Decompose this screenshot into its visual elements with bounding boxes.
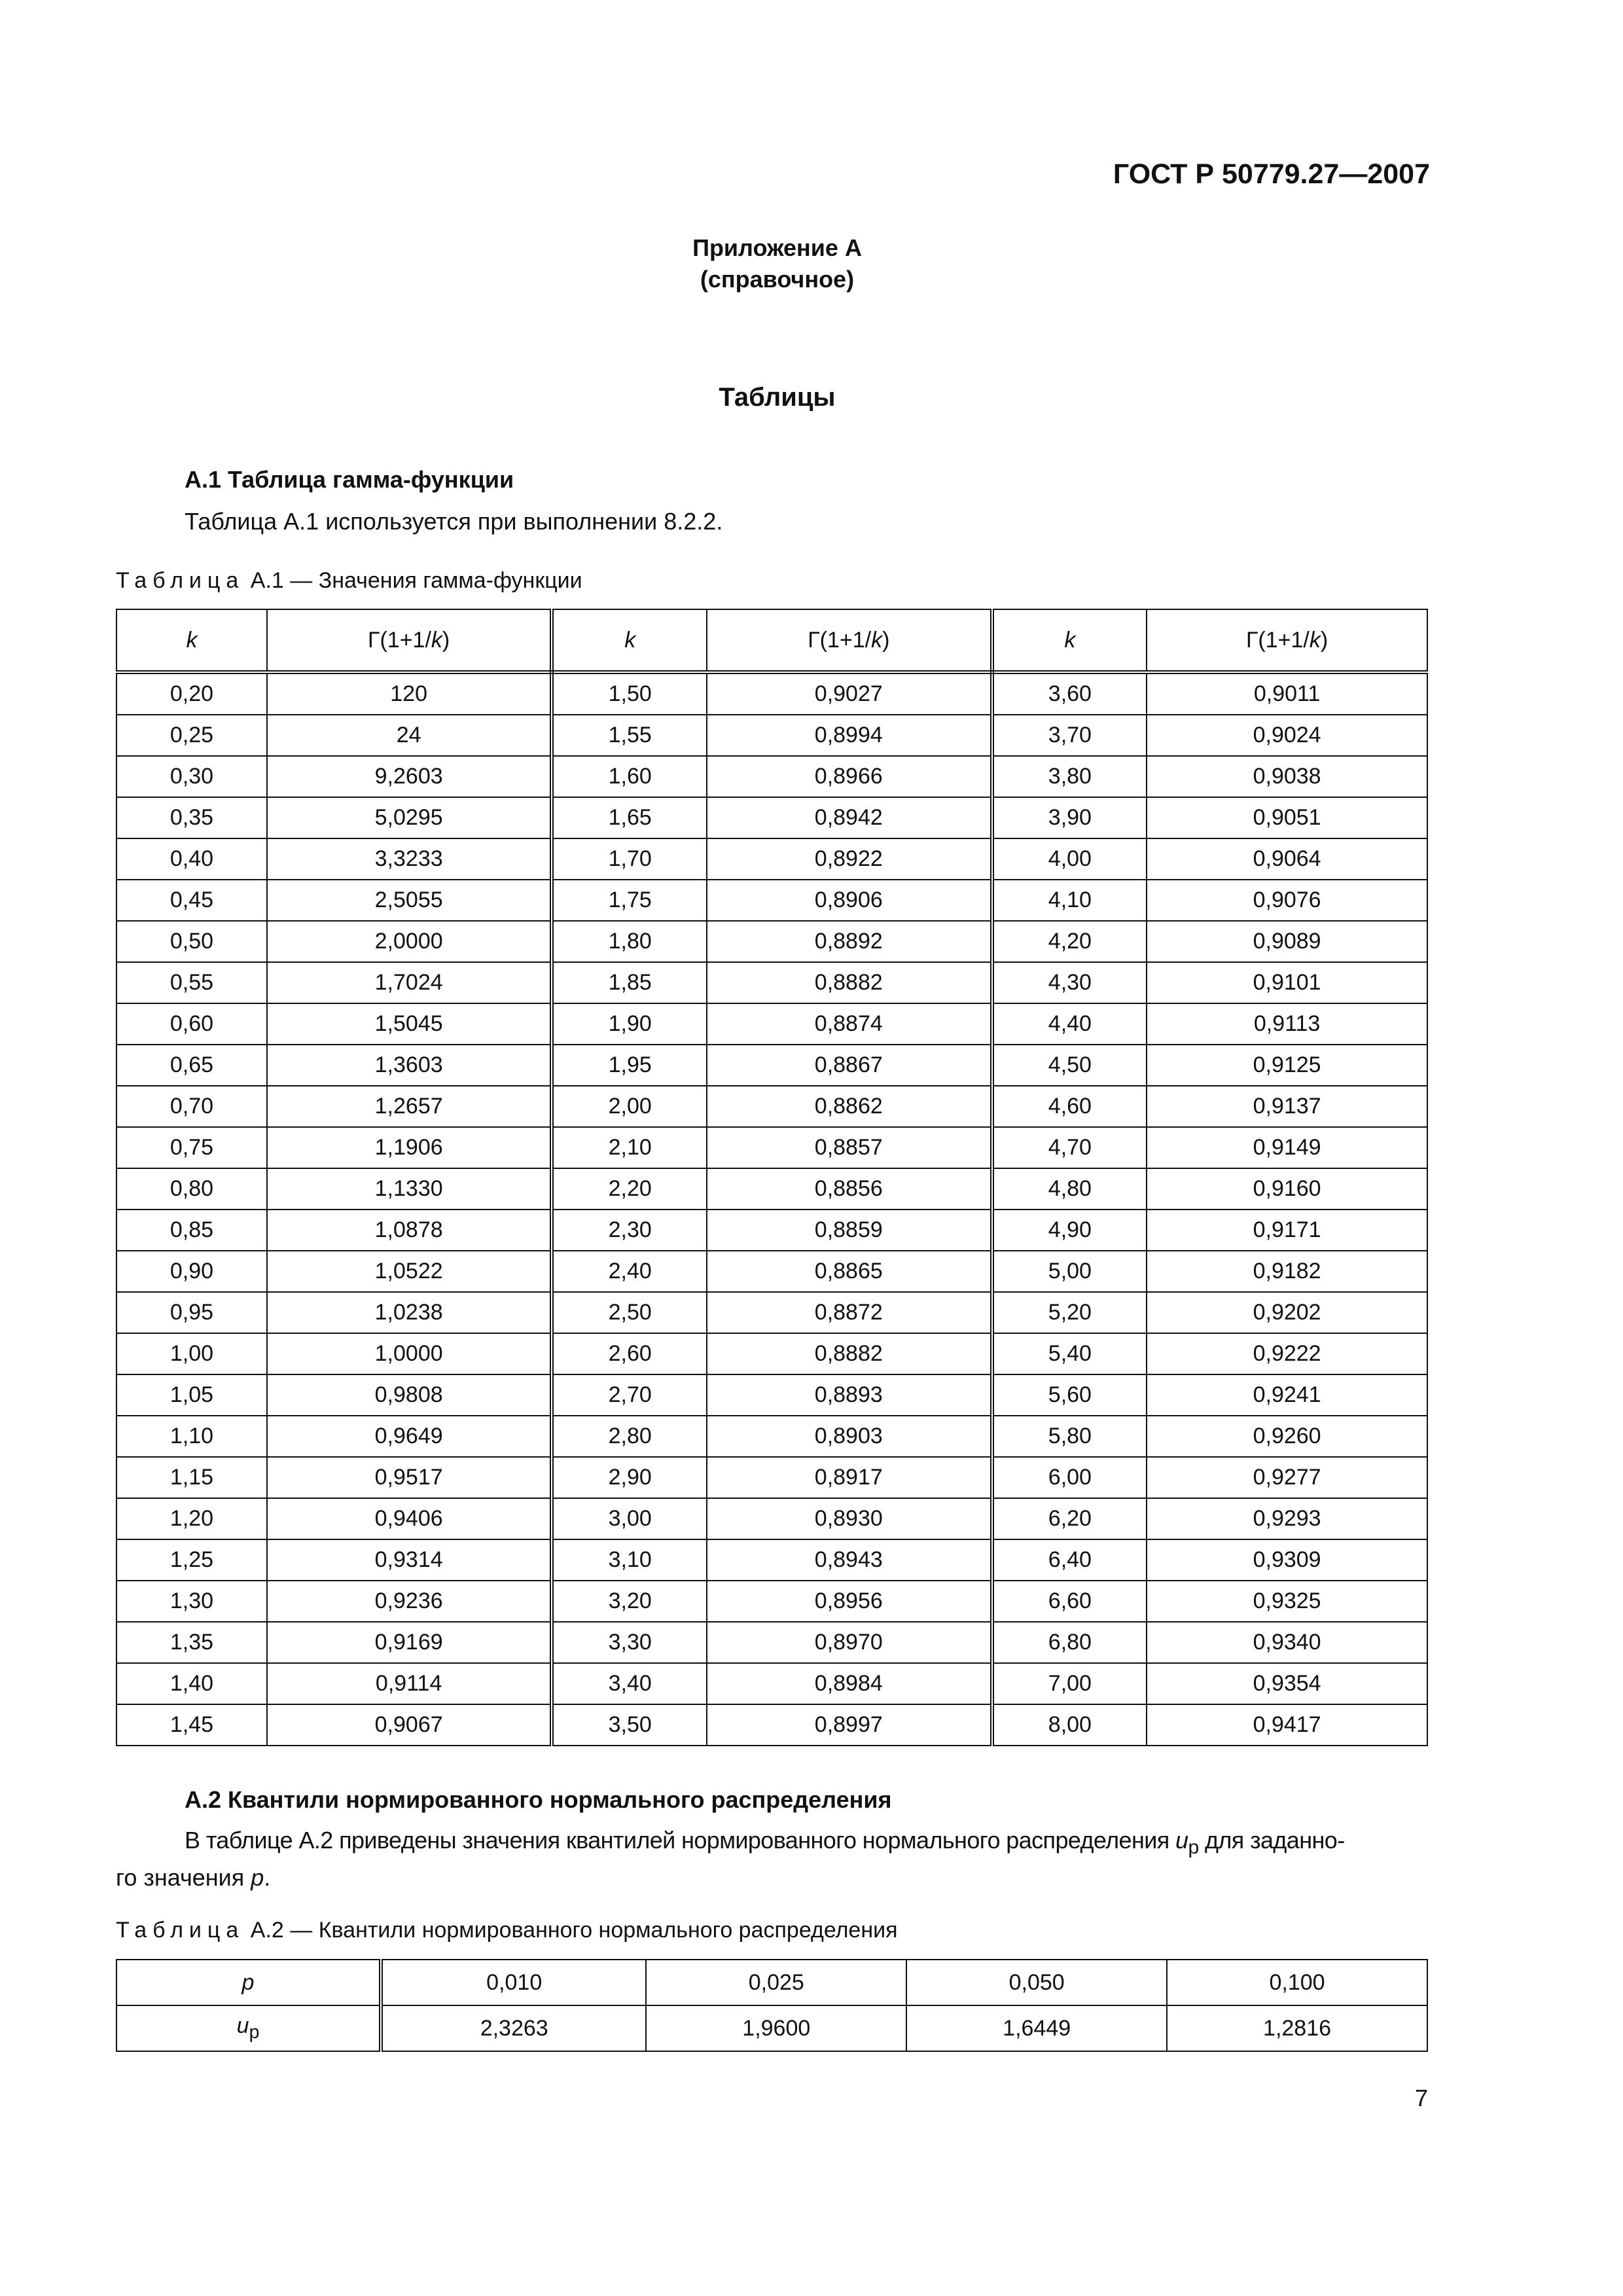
table-row — [116, 838, 1427, 880]
table-cell: 0,9222 — [1147, 1333, 1427, 1374]
gamma-suffix: ) — [1320, 627, 1329, 653]
table-cell: 1,0238 — [267, 1292, 552, 1333]
a2-intro — [116, 1825, 1428, 1893]
var-u: u — [236, 2013, 249, 2039]
table-row — [116, 672, 1427, 715]
table-cell: 0,9236 — [267, 1581, 552, 1622]
table-cell: 3,00 — [552, 1498, 707, 1539]
p-value: 0,010 — [381, 1960, 646, 2005]
table-cell: 0,9125 — [1147, 1045, 1427, 1086]
table-cell: 0,8906 — [707, 880, 992, 921]
gamma-var: k — [871, 627, 883, 653]
table-cell: 3,30 — [552, 1622, 707, 1663]
table-cell: 1,1906 — [267, 1127, 552, 1168]
u-value: 1,9600 — [646, 2005, 906, 2051]
p-value: 0,025 — [646, 1960, 906, 2005]
table-row-p — [116, 1960, 1427, 2005]
table-cell: 0,8994 — [707, 715, 992, 756]
table-row — [116, 797, 1427, 838]
table-cell: 0,8903 — [707, 1416, 992, 1457]
table-cell: 5,60 — [992, 1374, 1147, 1416]
table-cell: 0,9309 — [1147, 1539, 1427, 1581]
page-number: 7 — [1414, 2085, 1428, 2111]
a2-caption — [116, 1918, 898, 1943]
table-cell: 4,50 — [992, 1045, 1147, 1086]
table-cell: 0,9101 — [1147, 962, 1427, 1003]
table-row — [116, 715, 1427, 756]
table-cell: 0,9137 — [1147, 1086, 1427, 1127]
table-cell: 1,35 — [116, 1622, 267, 1663]
table-row — [116, 1581, 1427, 1622]
table-cell: 0,9051 — [1147, 797, 1427, 838]
table-header-row — [116, 609, 1427, 672]
table-cell: 0,8917 — [707, 1457, 992, 1498]
gamma-prefix: Г(1+1/ — [1246, 627, 1310, 653]
table-cell: 0,9169 — [267, 1622, 552, 1663]
gamma-var: k — [431, 627, 442, 653]
table-cell: 0,50 — [116, 921, 267, 962]
p-value: 0,100 — [1167, 1960, 1427, 2005]
table-cell: 0,8956 — [707, 1581, 992, 1622]
table-cell: 0,9241 — [1147, 1374, 1427, 1416]
table-cell: 120 — [267, 672, 552, 715]
table-cell: 2,10 — [552, 1127, 707, 1168]
a2-intro-line1 — [116, 1825, 1428, 1863]
table-cell: 3,60 — [992, 672, 1147, 715]
table-cell: 2,80 — [552, 1416, 707, 1457]
table-cell: 2,60 — [552, 1333, 707, 1374]
table-cell: 6,80 — [992, 1622, 1147, 1663]
col-header-k: k — [552, 609, 707, 672]
table-cell: 1,3603 — [267, 1045, 552, 1086]
table-cell: 0,9149 — [1147, 1127, 1427, 1168]
u-value: 1,2816 — [1167, 2005, 1427, 2051]
table-cell: 0,9340 — [1147, 1622, 1427, 1663]
table-cell: 0,9277 — [1147, 1457, 1427, 1498]
var-u-subscript: p — [1188, 1837, 1199, 1859]
table-cell: 0,9406 — [267, 1498, 552, 1539]
table-cell: 0,9354 — [1147, 1663, 1427, 1704]
table-cell: 0,9027 — [707, 672, 992, 715]
a2-intro-line2 — [116, 1863, 1428, 1893]
table-cell: 0,30 — [116, 756, 267, 797]
table-cell: 0,8984 — [707, 1663, 992, 1704]
table-cell: 0,8862 — [707, 1086, 992, 1127]
table-row — [116, 1663, 1427, 1704]
table-cell: 1,10 — [116, 1416, 267, 1457]
table-cell: 0,9808 — [267, 1374, 552, 1416]
table-cell: 5,40 — [992, 1333, 1147, 1374]
table-cell: 1,60 — [552, 756, 707, 797]
table-cell: 2,00 — [552, 1086, 707, 1127]
gamma-suffix: ) — [882, 627, 890, 653]
table-row — [116, 1292, 1427, 1333]
table-cell: 1,15 — [116, 1457, 267, 1498]
table-cell: 1,5045 — [267, 1003, 552, 1045]
document-id: ГОСТ Р 50779.27—2007 — [1113, 158, 1430, 190]
table-row — [116, 1251, 1427, 1292]
table-cell: 5,0295 — [267, 797, 552, 838]
table-cell: 0,9202 — [1147, 1292, 1427, 1333]
table-row — [116, 1127, 1427, 1168]
table-cell: 1,95 — [552, 1045, 707, 1086]
table-cell: 2,20 — [552, 1168, 707, 1210]
table-cell: 9,2603 — [267, 756, 552, 797]
annex-heading — [0, 232, 1554, 295]
table-cell: 0,8867 — [707, 1045, 992, 1086]
table-cell: 0,9160 — [1147, 1168, 1427, 1210]
table-cell: 0,8942 — [707, 797, 992, 838]
col-header-k: k — [116, 609, 267, 672]
var-u: u — [1175, 1827, 1188, 1854]
table-row — [116, 1457, 1427, 1498]
table-cell: 1,0000 — [267, 1333, 552, 1374]
table-cell: 0,70 — [116, 1086, 267, 1127]
table-cell: 6,60 — [992, 1581, 1147, 1622]
col-header-gamma — [267, 609, 552, 672]
table-row — [116, 1045, 1427, 1086]
table-cell: 3,10 — [552, 1539, 707, 1581]
gamma-table-body — [116, 672, 1427, 1746]
table-cell: 0,35 — [116, 797, 267, 838]
table-cell: 3,70 — [992, 715, 1147, 756]
u-value: 2,3263 — [381, 2005, 646, 2051]
table-cell: 0,9089 — [1147, 921, 1427, 962]
table-cell: 2,90 — [552, 1457, 707, 1498]
table-cell: 0,8882 — [707, 1333, 992, 1374]
table-cell: 4,00 — [992, 838, 1147, 880]
table-cell: 0,9038 — [1147, 756, 1427, 797]
table-row — [116, 1622, 1427, 1663]
table-cell: 3,50 — [552, 1704, 707, 1746]
table-cell: 7,00 — [992, 1663, 1147, 1704]
table-cell: 4,70 — [992, 1127, 1147, 1168]
normal-quantile-table — [116, 1959, 1428, 2052]
gamma-prefix: Г(1+1/ — [368, 627, 431, 653]
table-cell: 0,8874 — [707, 1003, 992, 1045]
gamma-suffix: ) — [442, 627, 450, 653]
table-cell: 1,2657 — [267, 1086, 552, 1127]
table-cell: 1,7024 — [267, 962, 552, 1003]
table-cell: 0,9314 — [267, 1539, 552, 1581]
table-cell: 0,8930 — [707, 1498, 992, 1539]
table-cell: 3,3233 — [267, 838, 552, 880]
a1-caption — [116, 568, 582, 594]
table-row — [116, 880, 1427, 921]
table-cell: 0,8966 — [707, 756, 992, 797]
table-cell: 0,8865 — [707, 1251, 992, 1292]
table-cell: 0,9067 — [267, 1704, 552, 1746]
table-cell: 6,00 — [992, 1457, 1147, 1498]
col-header-gamma — [1147, 609, 1427, 672]
table-cell: 2,5055 — [267, 880, 552, 921]
table-cell: 0,75 — [116, 1127, 267, 1168]
table-cell: 0,9024 — [1147, 715, 1427, 756]
table-cell: 0,25 — [116, 715, 267, 756]
table-cell: 5,00 — [992, 1251, 1147, 1292]
table-cell: 1,70 — [552, 838, 707, 880]
gamma-prefix: Г(1+1/ — [808, 627, 872, 653]
table-cell: 0,8859 — [707, 1210, 992, 1251]
table-cell: 0,8922 — [707, 838, 992, 880]
table-cell: 4,40 — [992, 1003, 1147, 1045]
table-cell: 6,40 — [992, 1539, 1147, 1581]
table-cell: 1,05 — [116, 1374, 267, 1416]
table-cell: 0,9182 — [1147, 1251, 1427, 1292]
section-title: Таблицы — [719, 383, 836, 412]
table-row — [116, 1003, 1427, 1045]
intro-text: . — [264, 1864, 271, 1892]
table-row — [116, 1498, 1427, 1539]
table-cell: 0,9011 — [1147, 672, 1427, 715]
col-header-gamma — [707, 609, 992, 672]
table-cell: 0,40 — [116, 838, 267, 880]
table-cell: 0,8893 — [707, 1374, 992, 1416]
table-cell: 0,8872 — [707, 1292, 992, 1333]
table-row — [116, 1704, 1427, 1746]
table-cell: 0,8882 — [707, 962, 992, 1003]
table-cell: 0,9171 — [1147, 1210, 1427, 1251]
table-cell: 0,8943 — [707, 1539, 992, 1581]
a1-caption-text: А.1 — Значения гамма-функции — [250, 568, 582, 593]
a1-intro: Таблица А.1 используется при выполнении 8.2.2. — [185, 508, 723, 535]
table-cell: 2,70 — [552, 1374, 707, 1416]
u-value: 1,6449 — [906, 2005, 1167, 2051]
table-cell: 1,1330 — [267, 1168, 552, 1210]
table-cell: 0,9114 — [267, 1663, 552, 1704]
intro-text: го значения — [116, 1864, 251, 1892]
table-row — [116, 1333, 1427, 1374]
table-cell: 0,60 — [116, 1003, 267, 1045]
table-cell: 6,20 — [992, 1498, 1147, 1539]
table-cell: 0,9417 — [1147, 1704, 1427, 1746]
table-cell: 0,9260 — [1147, 1416, 1427, 1457]
table-cell: 3,90 — [992, 797, 1147, 838]
table-row — [116, 1168, 1427, 1210]
table-cell: 1,20 — [116, 1498, 267, 1539]
table-row — [116, 962, 1427, 1003]
table-row — [116, 921, 1427, 962]
intro-text: для заданно- — [1198, 1827, 1345, 1854]
table-cell: 4,60 — [992, 1086, 1147, 1127]
table-row — [116, 756, 1427, 797]
table-cell: 5,20 — [992, 1292, 1147, 1333]
table-cell: 1,25 — [116, 1539, 267, 1581]
table-cell: 0,8892 — [707, 921, 992, 962]
table-cell: 1,55 — [552, 715, 707, 756]
table-cell: 4,90 — [992, 1210, 1147, 1251]
table-cell: 0,9517 — [267, 1457, 552, 1498]
table-cell: 0,9293 — [1147, 1498, 1427, 1539]
table-cell: 3,20 — [552, 1581, 707, 1622]
table-cell: 0,45 — [116, 880, 267, 921]
col-header-k: k — [992, 609, 1147, 672]
table-cell: 0,9325 — [1147, 1581, 1427, 1622]
table-cell: 1,85 — [552, 962, 707, 1003]
gamma-function-table — [116, 609, 1428, 1746]
table-row-u — [116, 2005, 1427, 2051]
table-cell: 2,0000 — [267, 921, 552, 962]
gamma-var: k — [1309, 627, 1321, 653]
table-cell: 3,80 — [992, 756, 1147, 797]
row-label-p: p — [116, 1960, 381, 2005]
table-cell: 4,80 — [992, 1168, 1147, 1210]
intro-text: В таблице А.2 приведены значения квантилей нормированного нормального распределения — [185, 1827, 1176, 1854]
table-cell: 0,95 — [116, 1292, 267, 1333]
table-cell: 1,50 — [552, 672, 707, 715]
a2-caption-label: Таблица — [116, 1918, 245, 1943]
table-cell: 0,9649 — [267, 1416, 552, 1457]
table-cell: 0,20 — [116, 672, 267, 715]
table-row — [116, 1539, 1427, 1581]
a1-heading: А.1 Таблица гамма-функции — [185, 466, 514, 493]
table-cell: 8,00 — [992, 1704, 1147, 1746]
table-cell: 1,40 — [116, 1663, 267, 1704]
row-label-u — [116, 2005, 381, 2051]
table-cell: 24 — [267, 715, 552, 756]
table-cell: 0,8856 — [707, 1168, 992, 1210]
table-cell: 1,45 — [116, 1704, 267, 1746]
table-cell: 5,80 — [992, 1416, 1147, 1457]
var-p: p — [251, 1864, 264, 1892]
a2-caption-text: А.2 — Квантили нормированного нормального распределения — [250, 1918, 898, 1943]
table-cell: 3,40 — [552, 1663, 707, 1704]
table-cell: 0,8857 — [707, 1127, 992, 1168]
table-cell: 0,65 — [116, 1045, 267, 1086]
table-cell: 1,30 — [116, 1581, 267, 1622]
table-cell: 1,80 — [552, 921, 707, 962]
table-row — [116, 1210, 1427, 1251]
annex-title: Приложение А — [692, 234, 862, 261]
annex-subtitle: (справочное) — [700, 266, 855, 293]
table-cell: 1,00 — [116, 1333, 267, 1374]
table-cell: 1,65 — [552, 797, 707, 838]
table-cell: 4,20 — [992, 921, 1147, 962]
table-cell: 0,8970 — [707, 1622, 992, 1663]
table-cell: 0,85 — [116, 1210, 267, 1251]
table-cell: 1,90 — [552, 1003, 707, 1045]
table-row — [116, 1086, 1427, 1127]
table-cell: 0,9064 — [1147, 838, 1427, 880]
table-cell: 0,8997 — [707, 1704, 992, 1746]
table-cell: 0,80 — [116, 1168, 267, 1210]
table-cell: 0,9076 — [1147, 880, 1427, 921]
table-cell: 1,0878 — [267, 1210, 552, 1251]
table-cell: 2,40 — [552, 1251, 707, 1292]
table-cell: 1,75 — [552, 880, 707, 921]
var-u-subscript: p — [249, 2021, 260, 2043]
table-cell: 0,90 — [116, 1251, 267, 1292]
a2-heading: А.2 Квантили нормированного нормального распределения — [185, 1786, 892, 1813]
table-cell: 0,9113 — [1147, 1003, 1427, 1045]
a1-caption-label: Таблица — [116, 568, 245, 593]
table-cell: 4,10 — [992, 880, 1147, 921]
table-cell: 2,50 — [552, 1292, 707, 1333]
table-cell: 1,0522 — [267, 1251, 552, 1292]
table-cell: 4,30 — [992, 962, 1147, 1003]
table-row — [116, 1416, 1427, 1457]
table-cell: 0,55 — [116, 962, 267, 1003]
table-cell: 2,30 — [552, 1210, 707, 1251]
table-row — [116, 1374, 1427, 1416]
p-value: 0,050 — [906, 1960, 1167, 2005]
